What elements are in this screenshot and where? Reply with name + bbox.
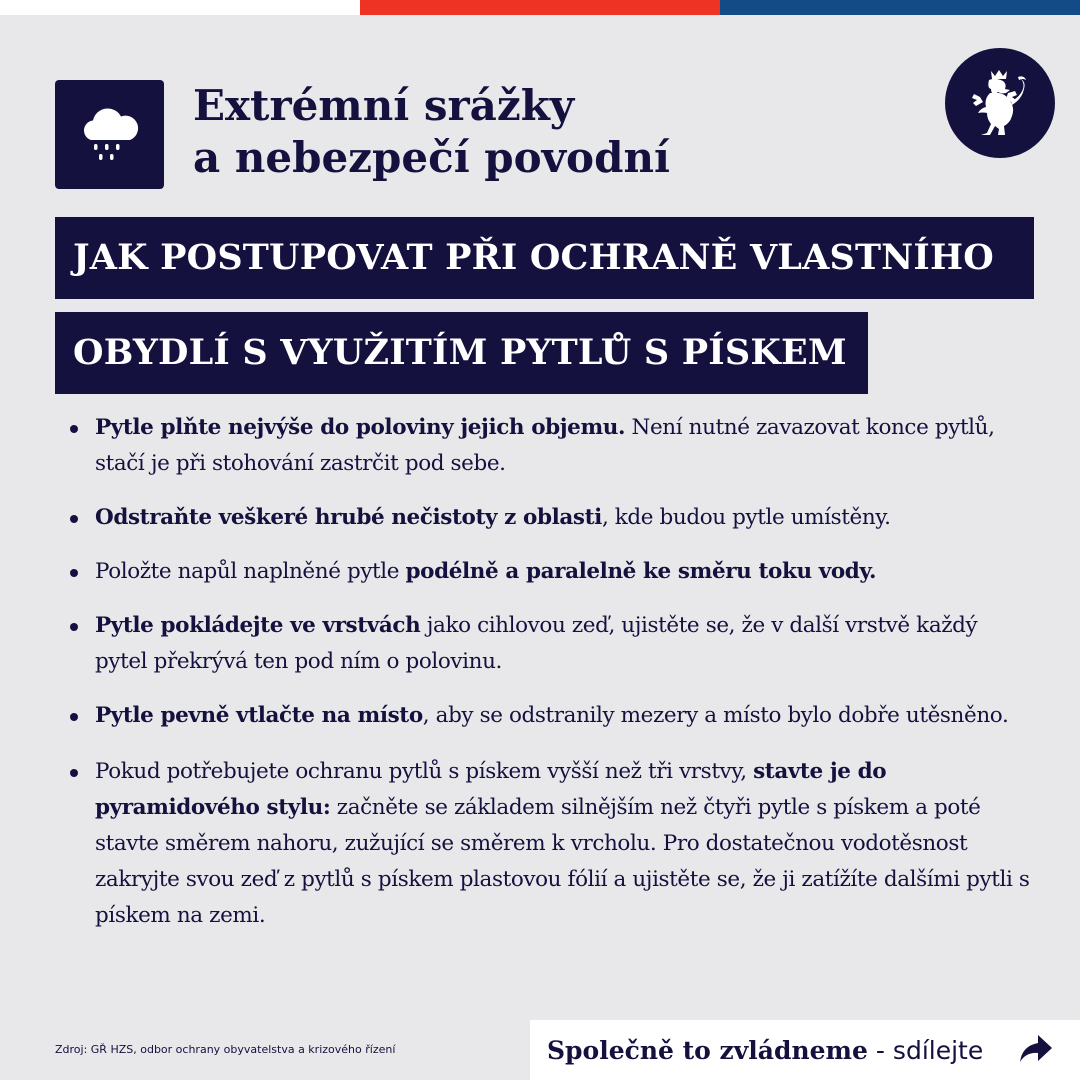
list-item bbox=[70, 754, 1030, 934]
bullet-emphasis: stavte je do pyramidového stylu: bbox=[95, 759, 887, 820]
title-line-1: Extrémní srážky bbox=[193, 81, 575, 130]
slogan-separator: - bbox=[875, 1035, 885, 1065]
bullet-emphasis: podélně a paralelně ke směru toku vody. bbox=[405, 559, 877, 584]
list-item bbox=[70, 500, 1030, 536]
bullet-emphasis: Odstraňte veškeré hrubé nečistoty z oblasti bbox=[95, 505, 602, 530]
bullet-text: začněte se základem silnějším než čtyři pytle s pískem a poté stavte směrem nahoru, zužující se směrem k vrcholu. Pro dostatečnou vodotěsnost zakryjte svou zeď z pytlů s pískem plastovou fólií a ujistěte se, že ji zatížíte dalšími pytli s pískem na zemi. bbox=[95, 795, 1030, 928]
share-label[interactable]: sdílejte bbox=[892, 1035, 984, 1065]
list-item bbox=[70, 608, 1030, 680]
flag-red-segment bbox=[360, 0, 720, 15]
title-line-2: a nebezpečí povodní bbox=[193, 133, 670, 182]
bullet-text: Pokud potřebujete ochranu pytlů s pískem vyšší než tři vrstvy, bbox=[95, 759, 754, 784]
banner-heading-line-1: JAK POSTUPOVAT PŘI OCHRANĚ VLASTNÍHO bbox=[55, 217, 1034, 299]
share-arrow-icon[interactable] bbox=[1018, 1033, 1054, 1065]
bullet-text: Není nutné zavazovat konce pytlů, stačí je při stohování zastrčit pod sebe. bbox=[95, 415, 995, 476]
bullet-text: jako cihlovou zeď, ujistěte se, že v další vrstvě každý pytel překrývá ten pod ním o polovinu. bbox=[95, 613, 978, 674]
list-item bbox=[70, 698, 1030, 734]
rain-cloud-icon bbox=[55, 80, 164, 189]
page-title bbox=[193, 80, 893, 184]
bullet-text: , aby se odstranily mezery a místo bylo dobře utěsněno. bbox=[422, 703, 1009, 728]
flag-stripe bbox=[0, 0, 1080, 15]
bullet-text: Položte napůl naplněné pytle bbox=[95, 559, 406, 584]
bullet-emphasis: Pytle pokládejte ve vrstvách bbox=[95, 613, 421, 638]
list-item bbox=[70, 554, 1030, 590]
bullet-emphasis: Pytle plňte nejvýše do poloviny jejich objemu. bbox=[95, 415, 626, 440]
czech-lion-emblem-icon bbox=[945, 48, 1055, 158]
list-item bbox=[70, 410, 1030, 482]
slogan: Společně to zvládneme bbox=[547, 1035, 868, 1065]
flag-white-segment bbox=[0, 0, 360, 15]
share-bar[interactable] bbox=[530, 1020, 1080, 1080]
banner-heading-line-2: OBYDLÍ S VYUŽITÍM PYTLŮ S PÍSKEM bbox=[55, 312, 868, 394]
instructions-list bbox=[70, 410, 1030, 952]
flag-blue-segment bbox=[720, 0, 1080, 15]
source-note: Zdroj: GŘ HZS, odbor ochrany obyvatelstva a krizového řízení bbox=[55, 1043, 396, 1056]
bullet-emphasis: Pytle pevně vtlačte na místo bbox=[95, 703, 423, 728]
bullet-text: , kde budou pytle umístěny. bbox=[601, 505, 891, 530]
